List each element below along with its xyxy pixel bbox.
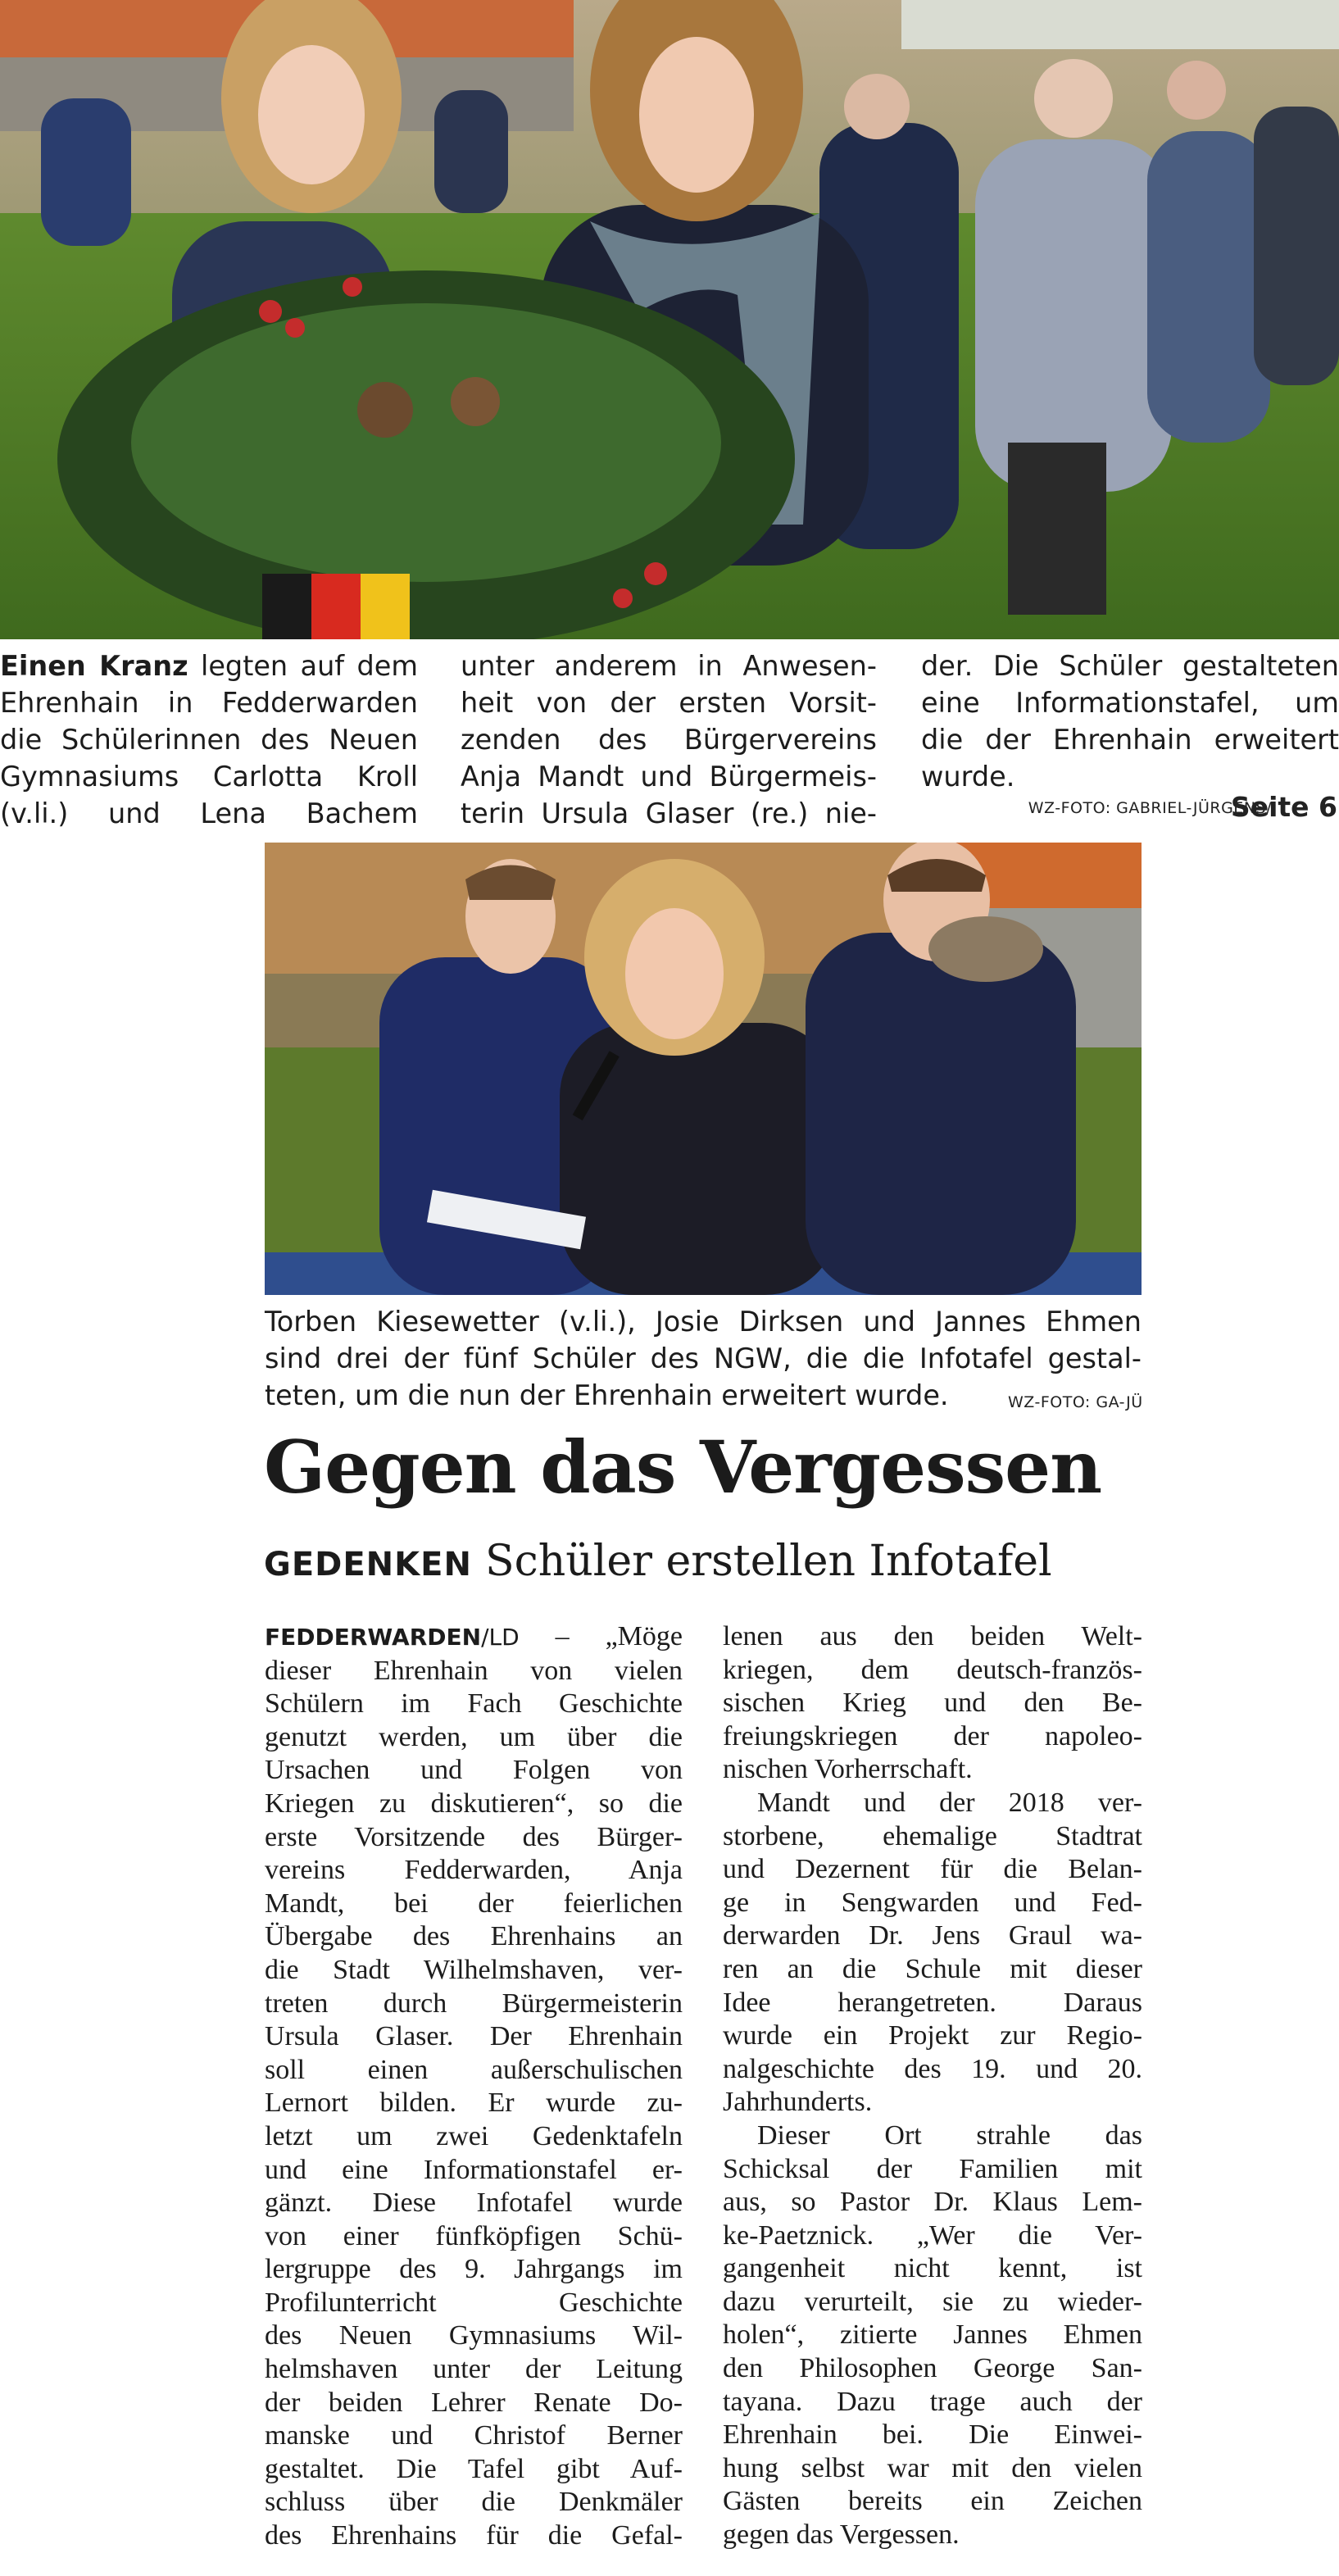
caption-line: sind drei der fünf Schüler des NGW, die die Infotafel gestal- [265, 1343, 1142, 1374]
caption-line: Torben Kiesewetter (v.li.), Josie Dirksen und Jannes Ehmen [265, 1306, 1142, 1338]
caption-lead: Einen Kranz [0, 650, 188, 682]
caption-line: der. Die Schüler gestalteten [921, 650, 1339, 682]
caption-wreath-col2 [461, 647, 877, 832]
article-line: nischen Vorherrschaft. [723, 1754, 973, 1785]
article-line: von einer fünfköpfigen Schü- [265, 2220, 683, 2251]
article-column-1 [265, 1620, 683, 2553]
article-kicker: GEDENKEN [264, 1546, 472, 1583]
article-line: ge in Sengwarden und Fed- [723, 1887, 1142, 1918]
article-line: Profilunterricht Geschichte [265, 2287, 683, 2318]
article-line: Kriegen zu diskutieren“, so die [265, 1788, 683, 1819]
article-line: den Philosophen George San- [723, 2353, 1142, 2384]
wreath-photo [0, 0, 1339, 639]
article-line: Mandt und der 2018 ver- [757, 1787, 1142, 1818]
article-subheading [264, 1537, 1052, 1586]
article-line: freiungskriegen der napoleo- [723, 1720, 1142, 1751]
article-line: wurde ein Projekt zur Regio- [723, 2020, 1142, 2051]
article-line: die Stadt Wilhelmshaven, ver- [265, 1954, 683, 1985]
caption-line: Ehrenhain in Fedderwarden [0, 687, 418, 719]
article-line: Ursachen und Folgen von [265, 1755, 683, 1786]
article-line: manske und Christof Berner [265, 2420, 683, 2451]
article-line: sischen Krieg und den Be- [723, 1688, 1142, 1719]
article-line: erste Vorsitzende des Bürger- [265, 1821, 683, 1852]
article-line: lergruppe des 9. Jahrgangs im [265, 2254, 683, 2285]
caption-line: unter anderem in Anwesen- [461, 650, 877, 682]
caption-line: die der Ehrenhain erweitert [921, 724, 1339, 756]
dateline-suffix: /LD [481, 1624, 520, 1651]
caption-line: zenden des Bürgervereins [461, 724, 877, 756]
caption-wreath-col3 [921, 647, 1339, 795]
caption-line: terin Ursula Glaser (re.) nie- [461, 797, 877, 829]
caption-line: eine Informationstafel, um [921, 687, 1339, 719]
caption-line: die Schülerinnen des Neuen [0, 724, 418, 756]
article-line: Dieser Ort strahle das [757, 2119, 1142, 2151]
article-line: der beiden Lehrer Renate Do- [265, 2387, 683, 2418]
caption-line: wurde. [921, 761, 1015, 793]
article-line: soll einen außerschulischen [265, 2054, 683, 2085]
article-line: derwarden Dr. Jens Graul wa- [723, 1920, 1142, 1951]
article-line: lenen aus den beiden Welt- [723, 1621, 1142, 1651]
article-line: des Neuen Gymnasiums Wil- [265, 2320, 683, 2351]
article-line: storbene, ehemalige Stadtrat [723, 1820, 1142, 1851]
article-line: – „Möge [519, 1621, 683, 1651]
caption-line: legten auf dem [188, 650, 418, 682]
article-line: und eine Informationstafel er- [265, 2154, 683, 2185]
article-headline: Gegen das Vergessen [264, 1424, 1102, 1510]
article-line: letzt um zwei Gedenktafeln [265, 2120, 683, 2151]
article-line: Mandt, bei der feierlichen [265, 1888, 683, 1919]
article-line: gänzt. Diese Infotafel wurde [265, 2188, 683, 2219]
article-line: hung selbst war mit den vielen [723, 2452, 1142, 2483]
article-line: treten durch Bürgermeisterin [265, 1988, 683, 2019]
article-line: nalgeschichte des 19. und 20. [723, 2053, 1142, 2084]
article-line: genutzt werden, um über die [265, 1721, 683, 1752]
article-line: Ehrenhain bei. Die Einwei- [723, 2419, 1142, 2451]
students-photo [265, 843, 1142, 1295]
article-line: tayana. Dazu trage auch der [723, 2386, 1142, 2417]
article-line: Idee herangetreten. Daraus [723, 1987, 1142, 2018]
page-reference: Seite 6 [1230, 791, 1337, 823]
caption-line: (v.li.) und Lena Bachem [0, 797, 418, 829]
article-line: helmshaven unter der Leitung [265, 2354, 683, 2385]
article-line: schluss über die Denkmäler [265, 2487, 683, 2518]
caption-line: heit von der ersten Vorsit- [461, 687, 877, 719]
dateline: FEDDERWARDEN [265, 1624, 482, 1651]
article-line: ke-Paetznick. „Wer die Ver- [723, 2219, 1142, 2251]
article-line: ren an die Schule mit dieser [723, 1953, 1142, 1984]
article-line: gestaltet. Die Tafel gibt Auf- [265, 2453, 683, 2484]
article-line: Übergabe des Ehrenhains an [265, 1921, 683, 1952]
article-line: gangenheit nicht kennt, ist [723, 2253, 1142, 2284]
article-line: des Ehrenhains für die Gefal- [265, 2520, 683, 2551]
caption-line: Gymnasiums Carlotta Kroll [0, 761, 418, 793]
article-line: Schülern im Fach Geschichte [265, 1688, 683, 1720]
article-line: kriegen, dem deutsch-französ- [723, 1654, 1142, 1685]
caption-line: Anja Mandt und Bürgermeis- [461, 761, 877, 793]
caption-line: teten, um die nun der Ehrenhain erweitert wurde. [265, 1379, 949, 1411]
article-line: aus, so Pastor Dr. Klaus Lem- [723, 2187, 1142, 2218]
article-column-2 [723, 1620, 1142, 2552]
article-line: gegen das Vergessen. [723, 2519, 960, 2551]
article-line: Lernort bilden. Er wurde zu- [265, 2088, 683, 2119]
article-line: dazu verurteilt, sie zu wieder- [723, 2286, 1142, 2317]
article-line: Ursula Glaser. Der Ehrenhain [265, 2021, 683, 2052]
article-line: vereins Fedderwarden, Anja [265, 1855, 683, 1886]
photo-credit: WZ-FOTO: GABRIEL-JÜRGENS/ [1028, 799, 1272, 817]
article-line: holen“, zitierte Jannes Ehmen [723, 2319, 1142, 2351]
article-subtitle: Schüler erstellen Infotafel [484, 1537, 1052, 1586]
photo-credit: WZ-FOTO: GA-JÜ [1008, 1393, 1143, 1411]
article-line: Schicksal der Familien mit [723, 2153, 1142, 2184]
article-line: Jahrhunderts. [723, 2087, 873, 2118]
article-line: und Dezernent für die Belan- [723, 1854, 1142, 1885]
caption-wreath-col1 [0, 647, 418, 832]
article-line: Gästen bereits ein Zeichen [723, 2486, 1142, 2517]
article-line: dieser Ehrenhain von vielen [265, 1655, 683, 1686]
